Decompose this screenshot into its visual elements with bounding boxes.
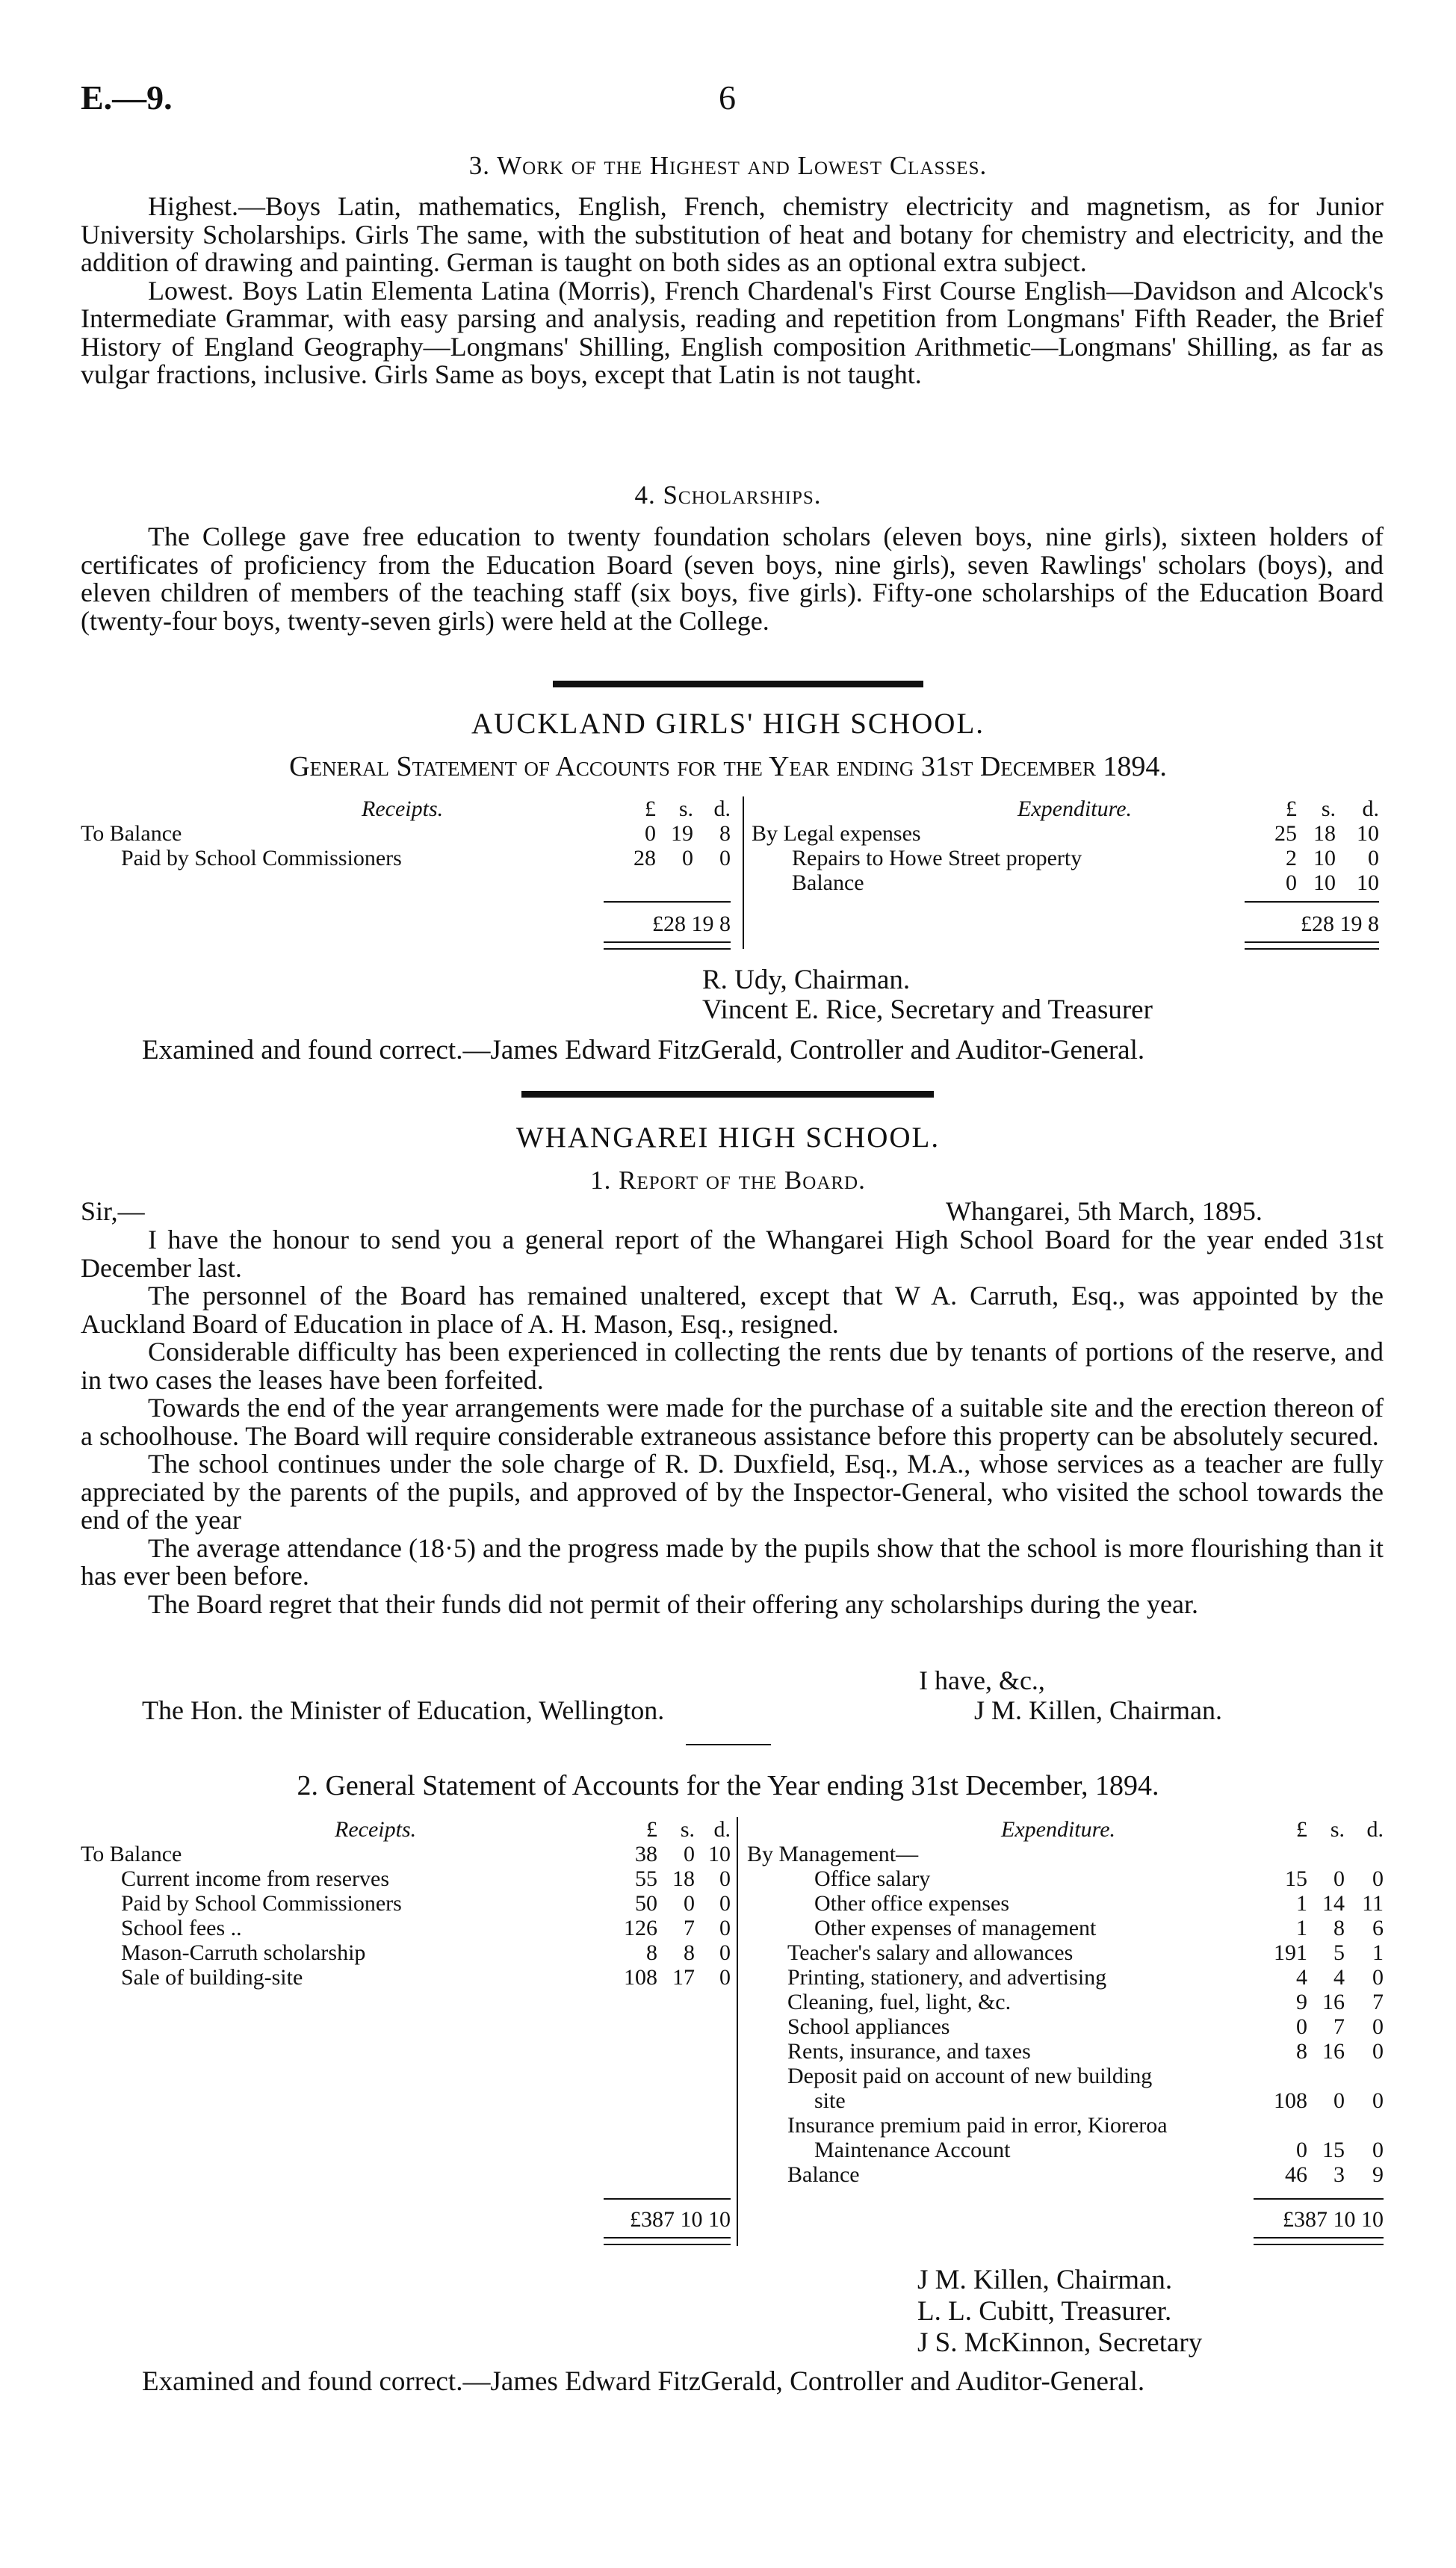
total-row: £387 10 10 bbox=[1283, 2207, 1384, 2232]
table-row: Current income from reserves 55 18 0 bbox=[121, 1866, 731, 1891]
auckland-expenditure-table: Expenditure. £ s. d. By Legal expenses 25 18 10 Repairs to Howe Street property 2 10 0 Balance 0 10 10 £28 19 8 bbox=[752, 796, 1384, 895]
auckland-signature-chairman: R. Udy, Chairman. bbox=[702, 965, 911, 995]
table-row: Printing, stationery, and advertising 4 4 0 bbox=[787, 1965, 1384, 1990]
whangarei-receipts-table: Receipts. £ s. d. To Balance 38 0 10 Current income from reserves 55 18 0 Paid by School Commissioners 50 0 0 School fees .. 126 7 0 Mason-Carruth scholarship 8 8 0 Sale of building-site 108 17 0 £387 10 10 bbox=[81, 1817, 731, 1990]
section-divider bbox=[553, 681, 923, 687]
report-paragraph: Towards the end of the year arrangements were made for the purchase of a suitable site and the erection thereon of a schoolhouse. The Board will require considerable extraneous assistance before this property can be absolutely secured. bbox=[81, 1393, 1384, 1451]
total-double-rule bbox=[1254, 2237, 1384, 2245]
section-divider bbox=[521, 1091, 934, 1098]
auckland-signature-secretary: Vincent E. Rice, Secretary and Treasurer bbox=[702, 994, 1153, 1025]
report-paragraph: The personnel of the Board has remained unaltered, except that W A. Carruth, Esq., was appointed by the Auckland Board of Education in place of A. H. Mason, Esq., resigned. bbox=[81, 1281, 1384, 1339]
table-row: Other office expenses 1 14 11 bbox=[814, 1891, 1384, 1916]
expenditure-header: Expenditure. bbox=[1017, 796, 1133, 821]
subtotal-rule bbox=[604, 901, 731, 903]
whangarei-signature-treasurer: L. L. Cubitt, Treasurer. bbox=[917, 2296, 1172, 2327]
table-row: Office salary 15 0 0 bbox=[814, 1866, 1384, 1891]
table-row: Balance 46 3 9 bbox=[787, 2162, 1384, 2187]
report-signer: J M. Killen, Chairman. bbox=[974, 1695, 1222, 1725]
section-4-body bbox=[81, 523, 1384, 635]
total-row: £387 10 10 bbox=[630, 2207, 731, 2232]
whangarei-report-title: 1. Report of the Board. bbox=[590, 1166, 866, 1195]
page-number: 6 bbox=[719, 78, 736, 117]
table-row: site 108 0 0 bbox=[814, 2088, 1384, 2113]
whangarei-report-body bbox=[81, 1226, 1384, 1618]
column-divider bbox=[743, 796, 744, 949]
table-row: To Balance 0 19 8 bbox=[81, 821, 731, 846]
column-divider bbox=[737, 1817, 738, 2246]
salutation: Sir,— bbox=[81, 1196, 145, 1226]
table-row: Cleaning, fuel, light, &c. 9 16 7 bbox=[787, 1990, 1384, 2014]
table-row: School fees .. 126 7 0 bbox=[121, 1916, 731, 1940]
report-paragraph: The average attendance (18·5) and the progress made by the pupils show that the school is more flourishing than it has ever been before. bbox=[81, 1532, 1384, 1591]
table-row: Balance 0 10 10 bbox=[792, 870, 1379, 895]
paragraph-lowest: Lowest. Boys Latin Elementa Latina (Morris), French Chardenal's First Course English—Davidson and Alcock's Intermediate Grammar, with easy parsing and analysis, reading and repetition from Longmans' Fifth Reader, the Brief History of England Geography—Longmans' Shilling, English composition Arithmetic—Longmans' Shilling, as far as vulgar fractions, inclusive. Girls Same as boys, except that Latin is not taught. bbox=[81, 275, 1384, 389]
whangarei-signature-chairman: J M. Killen, Chairman. bbox=[917, 2265, 1173, 2295]
total-double-rule bbox=[604, 941, 731, 950]
table-row: Sale of building-site 108 17 0 bbox=[121, 1965, 731, 1990]
table-row: By Legal expenses 25 18 10 bbox=[752, 821, 1379, 846]
table-row: Maintenance Account 0 15 0 bbox=[814, 2138, 1384, 2162]
short-divider bbox=[686, 1744, 771, 1745]
expenditure-header: Expenditure. bbox=[1001, 1817, 1116, 1842]
table-row: School appliances 0 7 0 bbox=[787, 2014, 1384, 2039]
whangarei-examined: Examined and found correct.—James Edward FitzGerald, Controller and Auditor-General. bbox=[142, 2366, 1145, 2397]
auckland-examined: Examined and found correct.—James Edward FitzGerald, Controller and Auditor-General. bbox=[142, 1035, 1145, 1065]
section-3-title: 3. Work of the Highest and Lowest Classes. bbox=[468, 151, 988, 180]
table-row: Rents, insurance, and taxes 8 16 0 bbox=[787, 2039, 1384, 2064]
auckland-title: AUCKLAND GIRLS' HIGH SCHOOL. bbox=[471, 708, 985, 740]
table-row: To Balance 38 0 10 bbox=[81, 1842, 731, 1866]
table-row: Insurance premium paid in error, Kioreroa bbox=[787, 2113, 1168, 2138]
table-row: By Management— bbox=[747, 1842, 919, 1866]
table-row: Repairs to Howe Street property 2 10 0 bbox=[792, 846, 1379, 870]
addressee: The Hon. the Minister of Education, Wellington. bbox=[142, 1695, 665, 1725]
subtotal-rule bbox=[604, 2198, 731, 2200]
whangarei-expenditure-table: Expenditure. £ s. d. By Management— Office salary 15 0 0 Other office expenses 1 14 11 Other expenses of management 1 8 6 Teacher's salary and allowances 191 5 1 Printing, stationery, and advertising 4 4 0 Cleaning, fuel, light, &c. 9 16 7 School appliances 0 7 0 Rents, insurance, and taxes 8 16 0 Deposit paid on account of new building site 108 0 0 Insurance premium paid in error, Kioreroa Maintenance Account 0 15 0 Balance 46 3 9 £387 10 10 bbox=[747, 1817, 1384, 2187]
place-date: Whangarei, 5th March, 1895. bbox=[946, 1196, 1263, 1226]
table-row: Deposit paid on account of new building bbox=[787, 2064, 1153, 2088]
whangarei-statement-title: 2. General Statement of Accounts for the Year ending 31st December, 1894. bbox=[297, 1770, 1159, 1801]
total-double-rule bbox=[1245, 941, 1379, 950]
subtotal-rule bbox=[1254, 2198, 1384, 2200]
report-paragraph: The Board regret that their funds did not permit of their offering any scholarships during the year. bbox=[148, 1588, 1198, 1619]
receipts-header: Receipts. bbox=[335, 1817, 417, 1842]
report-paragraph: The school continues under the sole charge of R. D. Duxfield, Esq., M.A., whose services as a teacher are fully appreciated by the parents of the pupils, and approved of by the Inspector-General, who visited the school towards the end of the year bbox=[81, 1449, 1384, 1535]
total-row: £28 19 8 bbox=[1301, 912, 1379, 936]
auckland-statement-title: General Statement of Accounts for the Year ending 31st December 1894. bbox=[289, 751, 1167, 782]
whangarei-title: WHANGAREI HIGH SCHOOL. bbox=[515, 1121, 941, 1154]
whangarei-signature-secretary: J S. McKinnon, Secretary bbox=[917, 2327, 1203, 2358]
unit-pounds: £ bbox=[645, 796, 656, 821]
table-row: Paid by School Commissioners 28 0 0 bbox=[121, 846, 731, 870]
receipts-header: Receipts. bbox=[362, 796, 444, 821]
section-3-body bbox=[81, 193, 1384, 389]
document-reference: E.—9. bbox=[81, 78, 173, 117]
report-paragraph: Considerable difficulty has been experienced in collecting the rents due by tenants of portions of the reserve, and in two cases the leases have been forfeited. bbox=[81, 1337, 1384, 1395]
unit-shillings: s. bbox=[678, 796, 693, 821]
auckland-receipts-table bbox=[81, 796, 731, 936]
paragraph-scholarships: The College gave free education to twenty foundation scholars (eleven boys, nine girls), sixteen holders of certificates of proficiency from the Education Board (seven boys, nine girls), seven Rawlings' scholars (boys), and eleven children of members of the teaching staff (six boys, five girls). Fifty-one scholarships of the Education Board (twenty-four boys, twenty-seven girls) were held at the College. bbox=[81, 522, 1384, 636]
total-double-rule bbox=[604, 2237, 731, 2245]
closing: I have, &c., bbox=[919, 1665, 1045, 1695]
table-row: Mason-Carruth scholarship 8 8 0 bbox=[121, 1940, 731, 1965]
total-row: £28 19 8 bbox=[652, 912, 731, 936]
subtotal-rule bbox=[1245, 901, 1379, 903]
table-row: Paid by School Commissioners 50 0 0 bbox=[121, 1891, 731, 1916]
table-row: Teacher's salary and allowances 191 5 1 bbox=[787, 1940, 1384, 1965]
unit-pence: d. bbox=[713, 796, 731, 821]
paragraph-highest: Highest.—Boys Latin, mathematics, English, French, chemistry electricity and magnetism, as for Junior University Scholarships. Girls The same, with the substitution of heat and botany for chemistry and electricity, and the addition of drawing and painting. German is taught on both sides as an optional extra subject. bbox=[81, 191, 1384, 277]
table-row: Other expenses of management 1 8 6 bbox=[814, 1916, 1384, 1940]
report-paragraph: I have the honour to send you a general report of the Whangarei High School Board for the year ended 31st December last. bbox=[81, 1225, 1384, 1283]
section-4-title: 4. Scholarships. bbox=[634, 480, 822, 510]
